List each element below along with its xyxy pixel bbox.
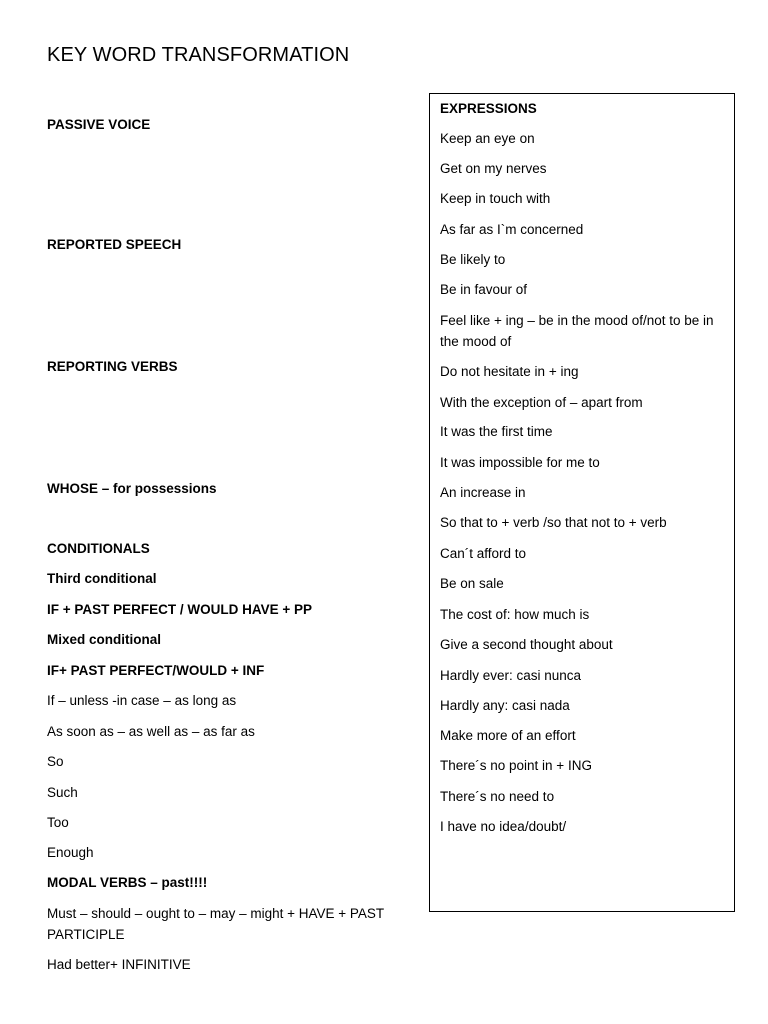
expression-item: Make more of an effort [440, 728, 576, 743]
expression-item: So that to + verb /so that not to + verb [440, 515, 667, 530]
mixed-conditional-formula: IF+ PAST PERFECT/WOULD + INF [47, 663, 265, 678]
reported-speech-heading: REPORTED SPEECH [47, 237, 182, 252]
expression-item: It was impossible for me to [440, 455, 600, 470]
expression-item: Be in favour of [440, 282, 528, 297]
expression-item: Hardly any: casi nada [440, 698, 570, 713]
expression-item: Give a second thought about [440, 637, 613, 652]
modal-formula-line: Must – should – ought to – may – might + HAVE + PAST PARTICIPLE [47, 906, 384, 942]
third-conditional-label: Third conditional [47, 571, 157, 586]
whose-heading: WHOSE – for possessions [47, 481, 217, 496]
expression-item: I have no idea/doubt/ [440, 819, 567, 834]
expressions-box [429, 93, 735, 912]
enough-line: Enough [47, 845, 94, 860]
expression-item: Can´t afford to [440, 546, 527, 561]
so-line: So [47, 754, 64, 769]
expression-item: Feel like + ing – be in the mood of/not to be in the mood of [440, 313, 714, 349]
expression-item: The cost of: how much is [440, 607, 590, 622]
as-soon-as-line: As soon as – as well as – as far as [47, 724, 255, 739]
expression-item: Do not hesitate in + ing [440, 364, 579, 379]
if-unless-line: If – unless -in case – as long as [47, 693, 237, 708]
expression-item: There´s no need to [440, 789, 555, 804]
expression-item: Get on my nerves [440, 161, 547, 176]
passive-voice-heading: PASSIVE VOICE [47, 117, 151, 132]
conditionals-heading: CONDITIONALS [47, 541, 150, 556]
page-title: KEY WORD TRANSFORMATION [47, 44, 350, 66]
such-line: Such [47, 785, 78, 800]
expression-item: It was the first time [440, 424, 553, 439]
expression-item: An increase in [440, 485, 526, 500]
reporting-verbs-heading: REPORTING VERBS [47, 359, 178, 374]
expression-item: With the exception of – apart from [440, 395, 643, 410]
expression-item: Keep in touch with [440, 191, 551, 206]
expression-item: Be on sale [440, 576, 504, 591]
third-conditional-formula: IF + PAST PERFECT / WOULD HAVE + PP [47, 602, 313, 617]
modal-verbs-heading: MODAL VERBS – past!!!! [47, 875, 208, 890]
expression-item: As far as I`m concerned [440, 222, 584, 237]
expression-item: Be likely to [440, 252, 506, 267]
too-line: Too [47, 815, 69, 830]
expression-item: There´s no point in + ING [440, 758, 592, 773]
expression-item: Keep an eye on [440, 131, 535, 146]
had-better-line: Had better+ INFINITIVE [47, 957, 191, 972]
mixed-conditional-label: Mixed conditional [47, 632, 162, 647]
expression-item: Hardly ever: casi nunca [440, 668, 582, 683]
expressions-heading: EXPRESSIONS [440, 101, 537, 116]
